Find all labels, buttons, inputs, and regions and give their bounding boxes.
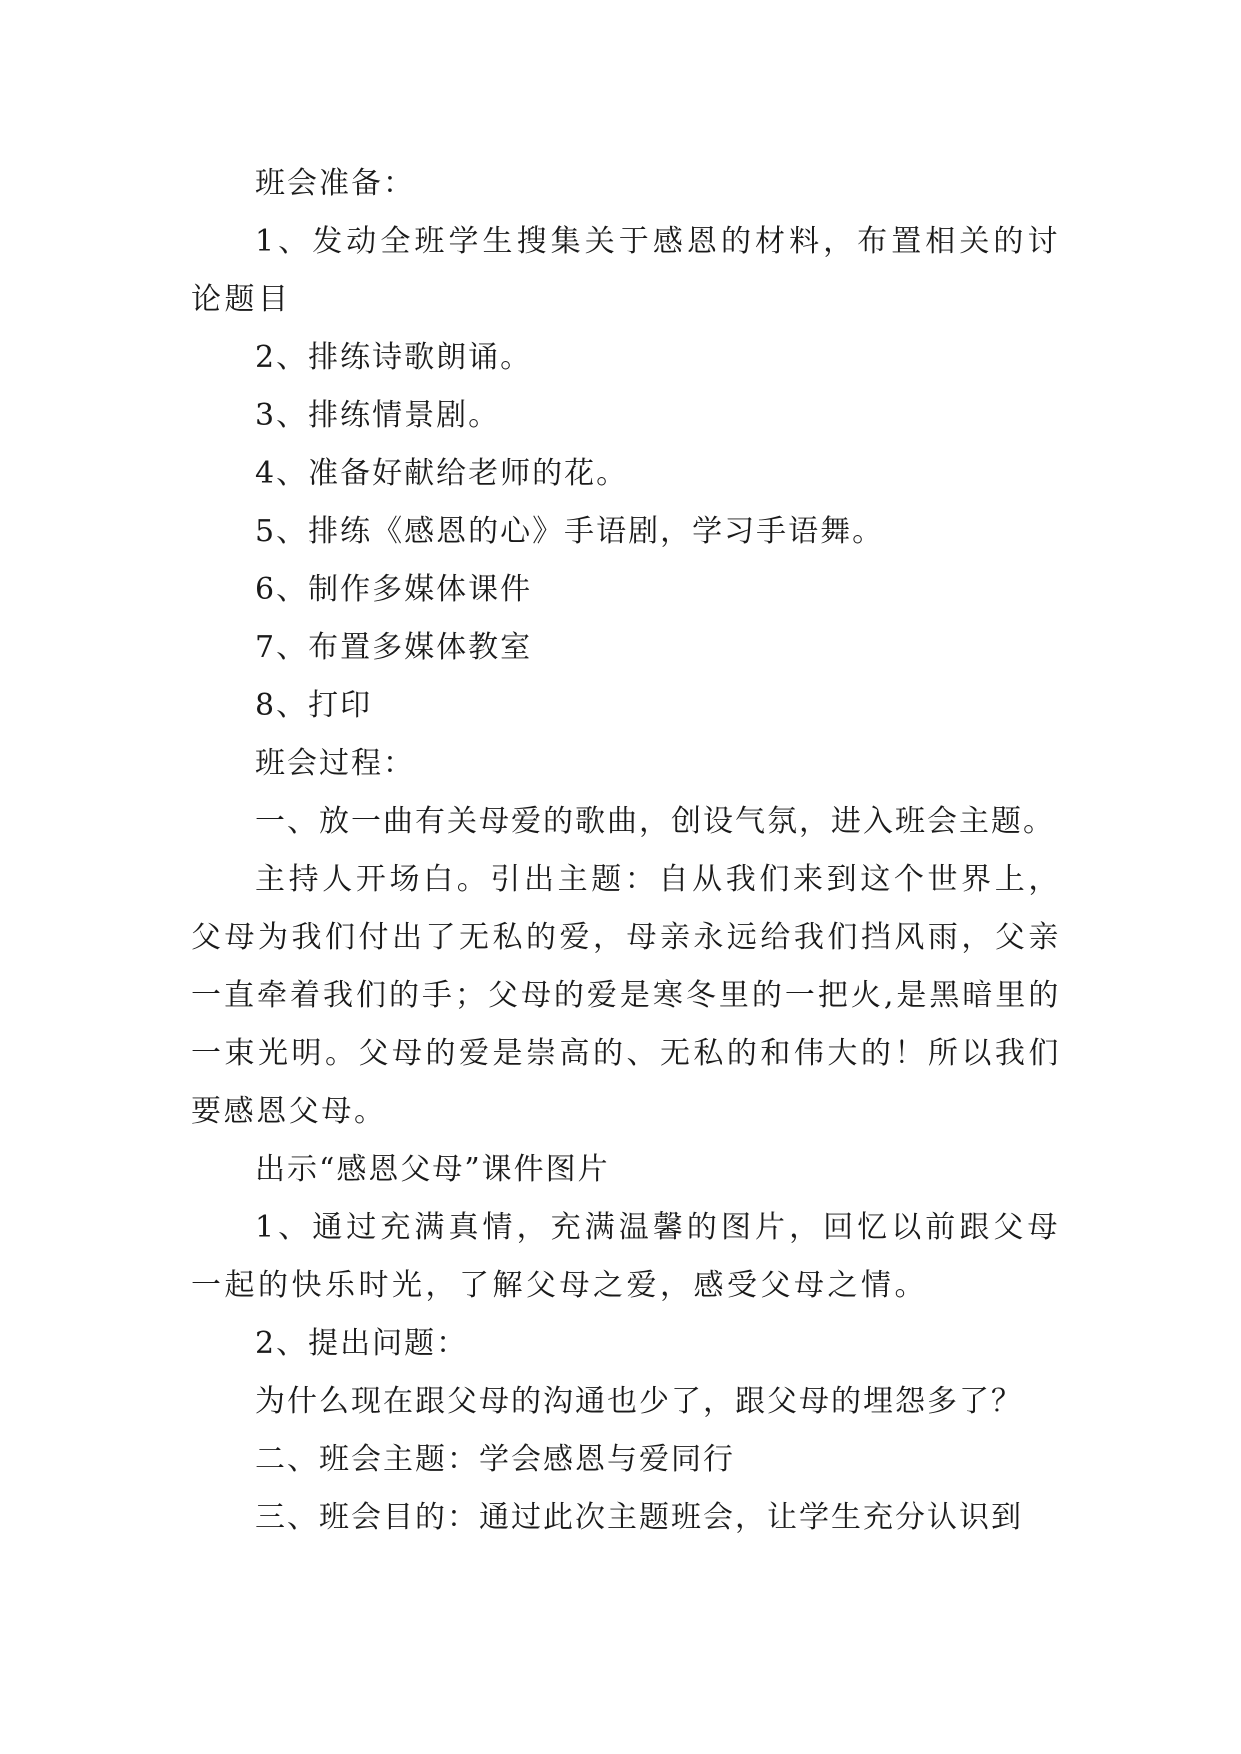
list-item: 1、通过充满真情，充满温馨的图片，回忆以前跟父母一起的快乐时光，了解父母之爱，感受父母之情。	[191, 1210, 1061, 1303]
paragraph: 一、放一曲有关母爱的歌曲，创设气氛，进入班会主题。	[255, 804, 1055, 839]
section-heading-preparation: 班会准备：	[255, 166, 415, 201]
list-item: 6、制作多媒体课件	[255, 572, 533, 607]
paragraph: 二、班会主题：学会感恩与爱同行	[255, 1442, 735, 1477]
list-item: 5、排练《感恩的心》手语剧，学习手语舞。	[255, 514, 885, 549]
list-item: 2、提出问题：	[255, 1326, 469, 1361]
list-item: 3、排练情景剧。	[255, 398, 501, 433]
section-heading-process: 班会过程：	[255, 746, 415, 781]
paragraph: 出示“感恩父母”课件图片	[255, 1152, 610, 1187]
list-item: 2、排练诗歌朗诵。	[255, 340, 533, 375]
list-item: 8、打印	[255, 688, 373, 723]
document-body	[191, 155, 1061, 1547]
list-item: 1、发动全班学生搜集关于感恩的材料，布置相关的讨论题目	[191, 224, 1061, 317]
paragraph: 三、班会目的：通过此次主题班会，让学生充分认识到	[255, 1500, 1023, 1535]
list-item: 4、准备好献给老师的花。	[255, 456, 629, 491]
paragraph: 主持人开场白。引出主题：自从我们来到这个世界上，父母为我们付出了无私的爱，母亲永远给我们挡风雨，父亲一直牵着我们的手；父母的爱是寒冬里的一把火,是黑暗里的一束光明。父母的爱是崇高的、无私的和伟大的！所以我们要感恩父母。	[191, 862, 1061, 1129]
paragraph: 为什么现在跟父母的沟通也少了，跟父母的埋怨多了？	[255, 1384, 1023, 1419]
list-item: 7、布置多媒体教室	[255, 630, 533, 665]
